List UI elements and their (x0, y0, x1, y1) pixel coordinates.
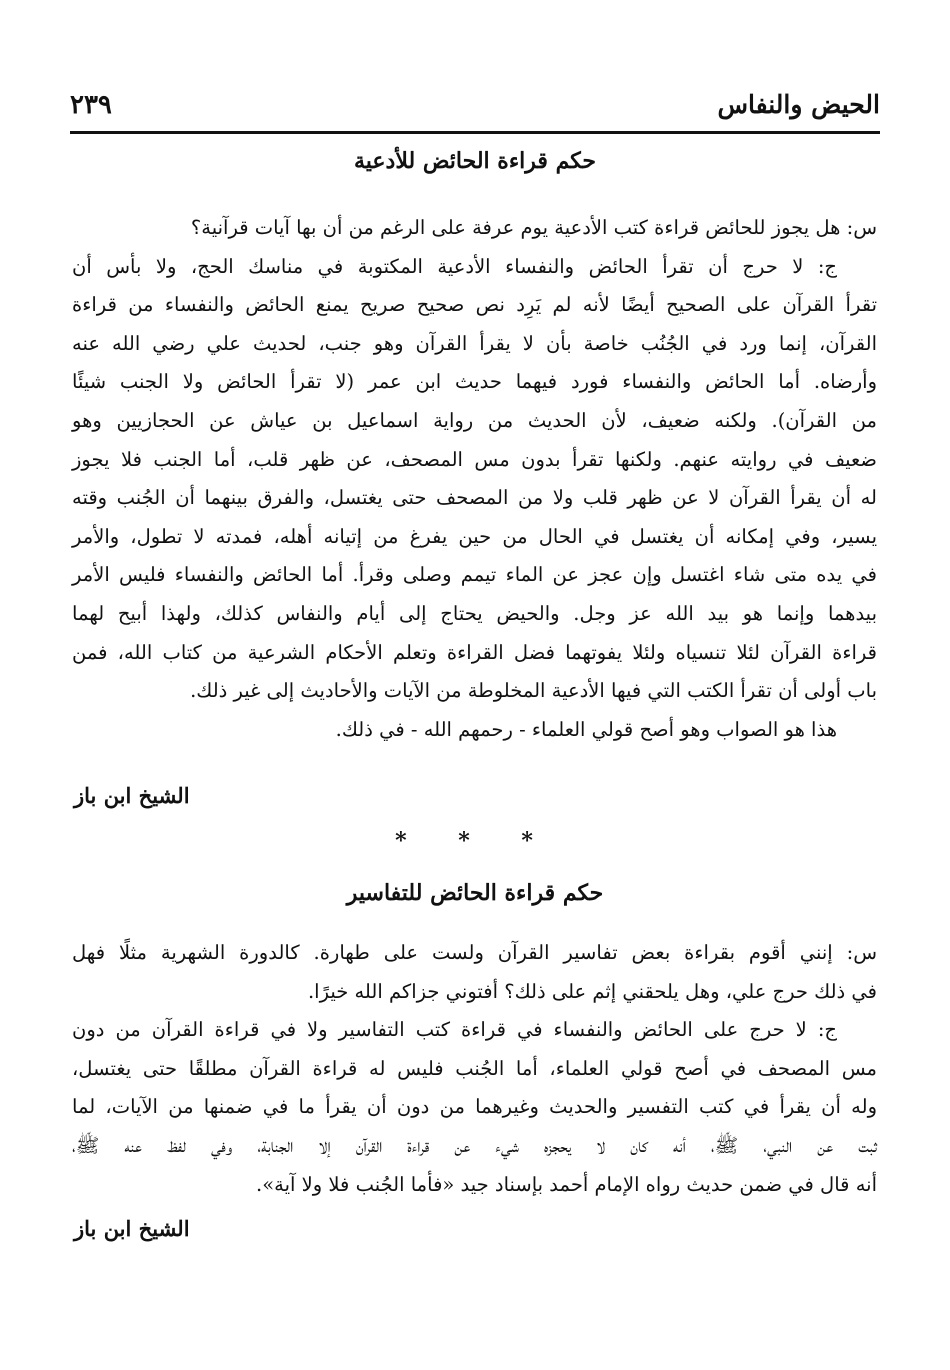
section-divider: * * * (395, 828, 555, 854)
body-line: في ذلك حرج علي، وهل يلحقني إثم على ذلك؟ أفتوني جزاكم الله خيرًا. (307, 979, 877, 1003)
body-line: باب أولى أن تقرأ الكتب التي فيها الأدعية المخلوطة من الآيات والأحاديث إلى غير ذلك. (190, 679, 877, 703)
body-line: يسير، وفي إمكانه أن يغتسل في الحال من حين يفرغ من إتيانه أهله، فمدته لا تطول، والأمر (72, 524, 877, 548)
body-line: أنه قال في ضمن حديث رواه الإمام أحمد بإسناد جيد «فأما الجُنب فلا ولا آية». (256, 1172, 877, 1196)
body-line: له أن يقرأ القرآن لا عن ظهر قلب ولا من المصحف حتى يغتسل، والفرق بينهما أن الجُنب وقته (72, 486, 877, 510)
signature: الشيخ ابن باز (74, 783, 190, 808)
question-text: س: إنني أقوم بقراءة بعض تفاسير القرآن ولست على طهارة. كالدورة الشهرية مثلًا فهل (72, 941, 877, 964)
body-line: ثبت عن النبي، ﷺ، أنه كان لا يحجزه شيء عن قراءة القرآن إلا الجنابة، وفي لفظ عنه ﷺ، (72, 1133, 877, 1157)
body-line: بيدهما وإنما هو بيد الله عز وجل. والحيض يحتاج إلى أيام والنفاس كذلك، ولهذا أبيح لهما (72, 601, 877, 625)
answer-text: ج: لا حرج على الحائض والنفساء في قراءة كتب التفاسير ولا في قراءة القرآن من دون (72, 1018, 837, 1042)
question-text: س: هل يجوز للحائض قراءة كتب الأدعية يوم عرفة على الرغم من أن بها آيات قرآنية؟ (190, 216, 877, 239)
header-rule (70, 131, 880, 134)
signature: الشيخ ابن باز (74, 1216, 190, 1241)
page-number: ٢٣٩ (70, 90, 112, 120)
body-line: في يده متى شاء اغتسل وإن عجز عن الماء تيمم وصلى وقرأ. أما الحائض والنفساء فليس الأمر (72, 563, 877, 587)
chapter-title: الحيض والنفاس (717, 90, 880, 119)
running-header (70, 84, 880, 130)
body-line: تقرأ القرآن على الصحيح أيضًا لأنه لم يَرِد نص صحيح صريح يمنع الحائض والنفساء من قراءة (72, 293, 877, 317)
body-line: من القرآن). ولكنه ضعيف، لأن الحديث من رواية اسماعيل بن عياش عن الحجازيين وهو (72, 408, 877, 432)
section-title-duas: حكم قراءة الحائض للأدعية (354, 148, 596, 174)
body-line: القرآن، إنما ورد في الجُنُب خاصة بأن لا يقرأ القرآن وهو جنب، لحديث علي رضي الله عنه (72, 331, 877, 355)
fatwa-body-duas (72, 209, 877, 749)
body-line: وأرضاه. أما الحائض والنفساء فورد فيهما حديث ابن عمر (لا تقرأ الحائض ولا الجنب شيئًا (72, 370, 877, 394)
body-line: وله أن يقرأ في كتب التفسير والحديث وغيرهما من دون أن يقرأ ما في ضمنها من الآيات، لما (72, 1095, 877, 1119)
body-line: مس المصحف في أصح قولي العلماء، أما الجُنب فليس له قراءة القرآن مطلقًا حتى يغتسل، (72, 1056, 877, 1080)
fatwa-body-tafsir (72, 934, 877, 1204)
body-line: قراءة القرآن لئلا تنسياه ولئلا يفوتهما فضل القراءة وتعلم الأحكام الشرعية من كتاب الله، فمن (72, 640, 877, 664)
answer-text: ج: لا حرج أن تقرأ الحائض والنفساء الأدعية المكتوبة في مناسك الحج، ولا بأس أن (72, 254, 837, 278)
conclusion-line: هذا هو الصواب وهو أصح قولي العلماء - رحمهم الله - في ذلك. (335, 717, 837, 741)
section-title-tafsir: حكم قراءة الحائض للتفاسير (346, 880, 604, 906)
body-line: ضعيف في روايته عنهم. ولكنها تقرأ بدون مس المصحف، عن ظهر قلب، أما الجنب فلا يجوز (72, 447, 877, 471)
